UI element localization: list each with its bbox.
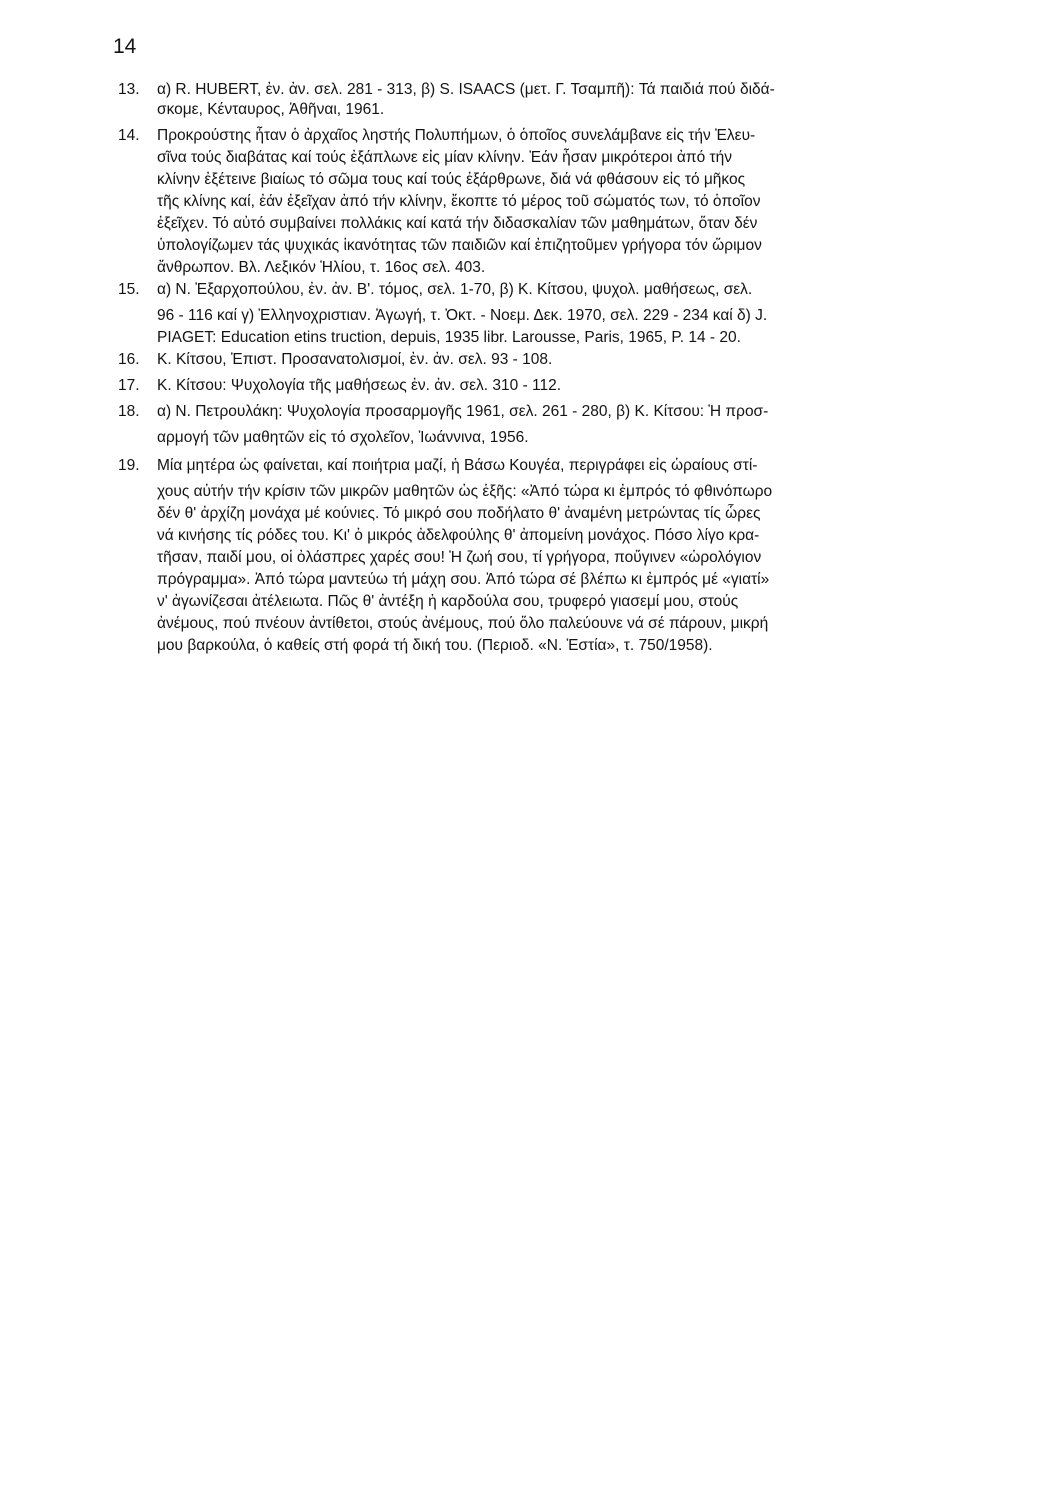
footnote-text-line: ἀνέμους, πού πνέουν ἀντίθετοι, στούς ἀνέμους, πού ὅλο παλεύουνε νά σέ πάρουν, μικρή [157,615,769,632]
footnote-text-line: ἐξεῖχεν. Τό αὐτό συμβαίνει πολλάκις καί κατά τήν διδασκαλίαν τῶν μαθημάτων, ὅταν δέν [157,215,758,232]
footnote-text-line: δέν θ' ἀρχίζη μονάχα μέ κούνιες. Τό μικρό σου ποδήλατο θ' ἀναμένη μετρώντας τίς ὧρες [157,505,761,522]
footnote-text-line: Κ. Κίτσου, Ἐπιστ. Προσανατολισμοί, ἐν. ἀν. σελ. 93 - 108. [157,351,553,368]
footnote-text-line: α) R. HUBERT, ἐν. ἀν. σελ. 281 - 313, β) S. ISAACS (μετ. Γ. Τσαμπῆ): Τά παιδιά πού διδά- [157,81,775,98]
footnote-text-line: α) Ν. Πετρουλάκη: Ψυχολογία προσαρμογῆς 1961, σελ. 261 - 280, β) Κ. Κίτσου: Ἡ προσ- [157,403,769,420]
page-number: 14 [113,35,137,58]
footnote-text-line: νά κινήσης τίς ρόδες του. Κι' ὁ μικρός ἀδελφούλης θ' ἀπομείνη μονάχος. Πόσο λίγο κρα- [157,527,760,544]
footnote-text-line: σῖνα τούς διαβάτας καί τούς ἐξάπλωνε εἰς μίαν κλίνην. Ἐάν ἦσαν μικρότεροι ἀπό τήν [157,149,732,166]
footnote-text-line: κλίνην ἐξέτεινε βιαίως τό σῶμα τους καί τούς ἐξάρθρωνε, διά νά φθάσουν εἰς τό μῆκος [157,171,746,188]
footnote-text-line: τῆς κλίνης καί, ἐάν ἐξεῖχαν ἀπό τήν κλίνην, ἔκοπτε τό μέρος τοῦ σώματός των, τό ὁποῖον [157,193,761,210]
footnote-text-line: PIAGET: Education etins truction, depuis, 1935 libr. Larousse, Paris, 1965, P. 14 - 20. [157,329,741,346]
footnote-text-line: σκομε, Κένταυρος, Ἀθῆναι, 1961. [157,101,385,118]
footnote-text-line: ὑπολογίζωμεν τάς ψυχικάς ἱκανότητας τῶν παιδιῶν καί ἐπιζητοῦμεν γρήγορα τόν ὥριμον [157,237,762,254]
footnote-text-line: χους αὐτήν τήν κρίσιν τῶν μικρῶν μαθητῶν ὡς ἑξῆς: «Ἀπό τώρα κι ἐμπρός τό φθινόπωρο [157,483,773,500]
footnote-number: 16. [118,351,140,368]
footnote-text-line: μου βαρκούλα, ὁ καθείς στή φορά τή δική του. (Περιοδ. «Ν. Ἑστία», τ. 750/1958). [157,637,713,654]
footnote-number: 13. [118,81,140,98]
footnote-text-line: Κ. Κίτσου: Ψυχολογία τῆς μαθήσεως ἐν. ἀν. σελ. 310 - 112. [157,377,562,394]
footnote-text-line: τῆσαν, παιδί μου, οἱ ὀλάσπρες χαρές σου! Ἡ ζωή σου, τί γρήγορα, ποὔγινεν «ὡρολόγιον [157,549,762,566]
footnote-text-line: 96 - 116 καί γ) Ἑλληνοχριστιαν. Ἀγωγή, τ. Ὀκτ. - Νοεμ. Δεκ. 1970, σελ. 229 - 234 καί δ) J. [157,307,768,324]
footnote-text-line: ἄνθρωπον. Βλ. Λεξικόν Ἡλίου, τ. 16ος σελ. 403. [157,259,486,276]
footnote-number: 15. [118,281,140,298]
footnote-text-line: Μία μητέρα ὡς φαίνεται, καί ποιήτρια μαζί, ἡ Βάσω Κουγέα, περιγράφει εἰς ὡραίους στί- [157,457,758,474]
footnote-number: 17. [118,377,140,394]
footnote-number: 18. [118,403,140,420]
footnote-text-line: α) Ν. Ἐξαρχοπούλου, ἐν. ἀν. Β'. τόμος, σελ. 1-70, β) Κ. Κίτσου, ψυχολ. μαθήσεως, σελ. [157,281,753,298]
footnote-text-line: ν' ἀγωνίζεσαι ἀτέλειωτα. Πῶς θ' ἀντέξη ἡ καρδούλα σου, τρυφερό γιασεμί μου, στούς [157,593,739,610]
footnote-text-line: πρόγραμμα». Ἀπό τώρα μαντεύω τή μάχη σου. Ἀπό τώρα σέ βλέπω κι ἐμπρός μέ «γιατί» [157,571,770,588]
footnote-text-line: Προκρούστης ἦταν ὁ ἀρχαῖος ληστής Πολυπήμων, ὁ ὁποῖος συνελάμβανε εἰς τήν Ἐλευ- [157,127,756,144]
footnote-number: 19. [118,457,140,474]
footnote-number: 14. [118,127,140,144]
footnote-text-line: αρμογή τῶν μαθητῶν εἰς τό σχολεῖον, Ἰωάννινα, 1956. [157,429,529,446]
